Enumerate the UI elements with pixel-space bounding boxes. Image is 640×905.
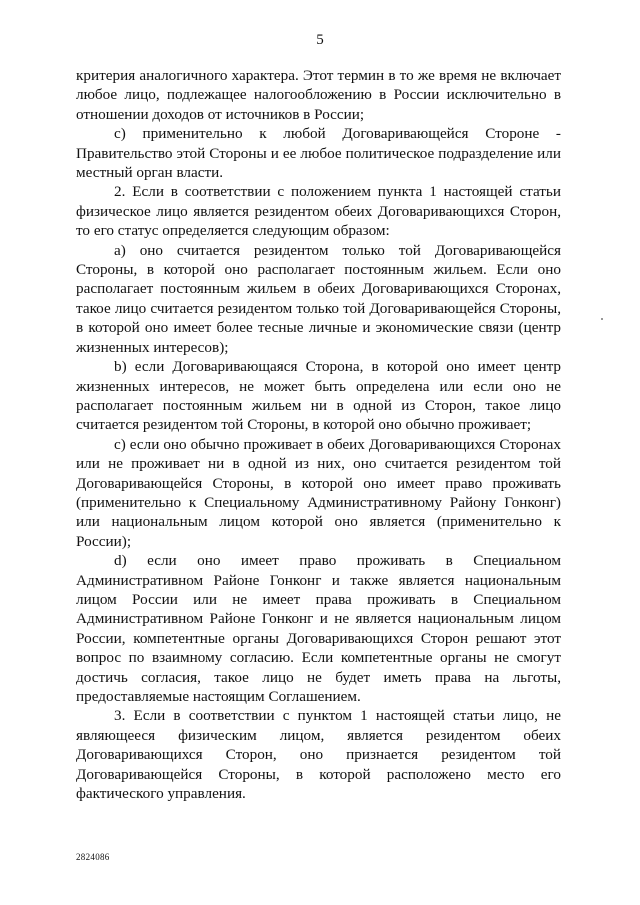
paragraph-2: 2. Если в соответствии с положением пункта 1 настоящей статьи физическое лицо является резидентом обеих Договаривающихся Сторон, то его статус определяется следующим образом: bbox=[76, 183, 561, 240]
paragraph-2a: a) оно считается резидентом только той Договаривающейся Стороны, в которой оно располагает постоянным жильем. Если оно располагает постоянным жильем в обеих Договаривающихся Сторонах, такое лицо считается резидентом только той Договаривающейся Стороны, в которой оно имеет более тесные личные и экономические связи (центр жизненных интересов); bbox=[76, 241, 561, 356]
scan-speck bbox=[601, 318, 603, 320]
paragraph-2c: c) если оно обычно проживает в обеих Договаривающихся Сторонах или не проживает ни в одной из них, оно считается резидентом той Договаривающейся Стороны, в которой оно имеет право проживать (применительно к Специальному Административному Району Гонконг) или национальным лицом которой оно является (применительно к России); bbox=[76, 435, 561, 550]
document-body bbox=[76, 66, 561, 803]
paragraph-2b: b) если Договаривающаяся Сторона, в которой оно имеет центр жизненных интересов, не может быть определена или если оно не располагает постоянным жильем ни в одной из Сторон, такое лицо считается резидентом той Стороны, в которой оно обычно проживает; bbox=[76, 358, 561, 434]
paragraph-continuation: критерия аналогичного характера. Этот термин в то же время не включает любое лицо, подлежащее налогообложению в России исключительно в отношении доходов от источников в России; bbox=[76, 67, 561, 123]
document-code: 2824086 bbox=[76, 852, 110, 862]
paragraph-3: 3. Если в соответствии с пунктом 1 настоящей статьи лицо, не являющееся физическим лицом, является резидентом обеих Договаривающихся Сторон, оно признается резидентом той Договаривающейся Стороны, в которой расположено место его фактического управления. bbox=[76, 707, 561, 803]
paragraph-2d: d) если оно имеет право проживать в Специальном Административном Районе Гонконг и также является национальным лицом России или не имеет права проживать в Специальном Административном Районе Гонконг и не является национальным лицом России, компетентные органы Договаривающихся Сторон решают этот вопрос по взаимному согласию. Если компетентные органы не смогут достичь согласия, такое лицо не будет иметь права на льготы, предоставляемые настоящим Соглашением. bbox=[76, 552, 561, 705]
paragraph-1c: c) применительно к любой Договаривающейся Стороне - Правительство этой Стороны и ее любое политическое подразделение или местный орган власти. bbox=[76, 125, 561, 182]
page-number: 5 bbox=[316, 32, 324, 48]
